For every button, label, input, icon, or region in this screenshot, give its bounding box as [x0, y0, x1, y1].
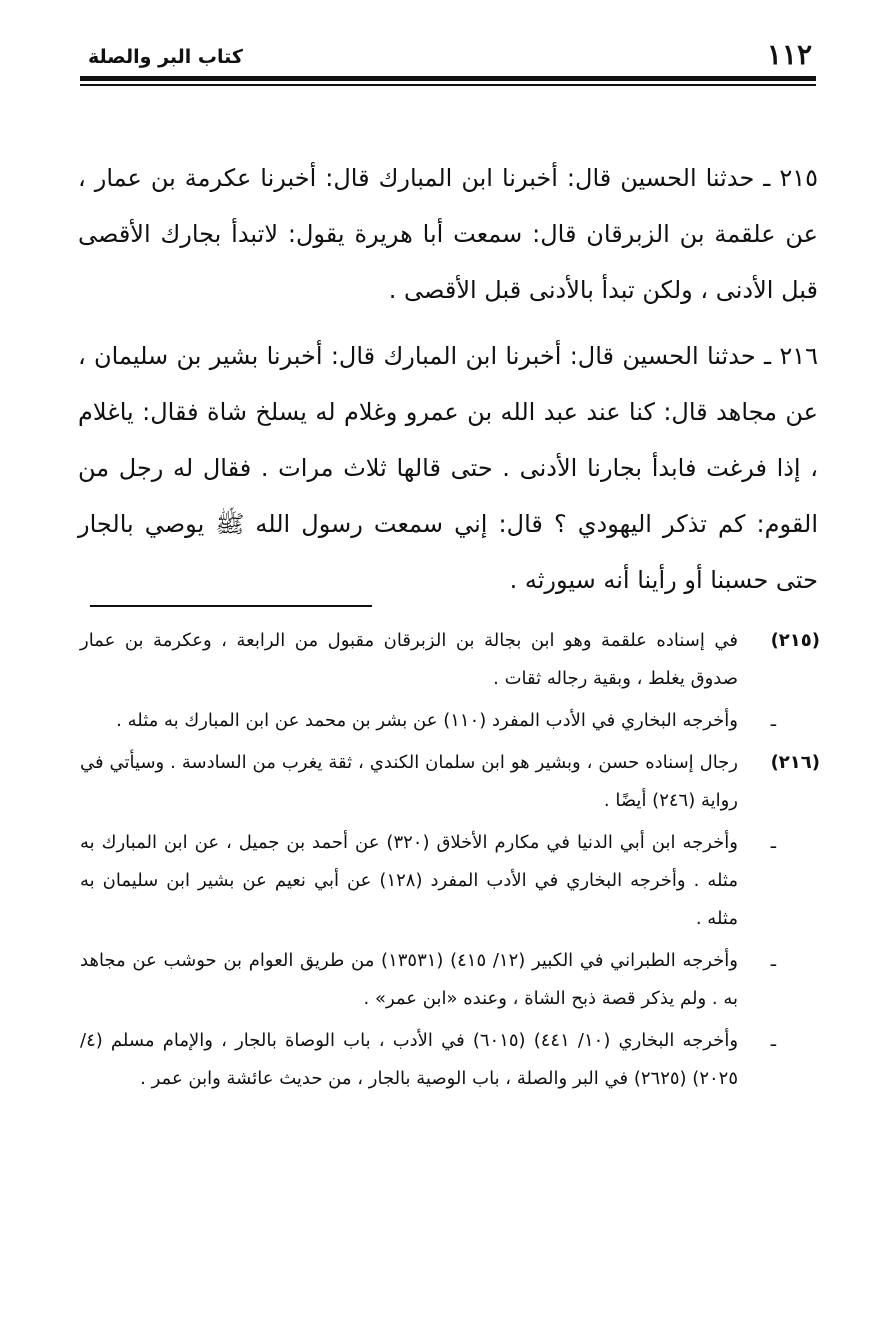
footnote-text: رجال إسناده حسن ، وبشير هو ابن سلمان الكندي ، ثقة يغرب من السادسة . وسيأتي في رواية (٢٤٦) أيضًا . [80, 752, 738, 811]
footnote-label: (٢١٥) [770, 630, 820, 651]
hadith-number: ٢١٦ ـ [763, 342, 818, 370]
footnote-dash: ـ [770, 710, 776, 731]
footnote-text: في إسناده علقمة وهو ابن بجالة بن الزبرقان مقبول من الرابعة ، وعكرمة بن عمار صدوق يغلط ، وبقية رجاله ثقات . [80, 630, 738, 689]
hadith-text: حدثنا الحسين قال: أخبرنا ابن المبارك قال: أخبرنا بشير بن سليمان ، عن مجاهد قال: كنا عند عبد الله بن عمرو وغلام له يسلخ شاة فقال: ياغلام ، إذا فرغت فابدأ بجارنا الأدنى . حتى قالها ثلاث مرات . فقال له رجل من القوم: كم تذكر اليهودي ؟ قال: إني سمعت رسول الله ﷺ يوصي بالجار حتى حسبنا أو رأينا أنه سيورثه . [78, 342, 818, 594]
page-header [80, 36, 816, 76]
footnote [80, 744, 820, 820]
footnote [80, 824, 820, 938]
footnote-dash: ـ [770, 1030, 776, 1051]
header-rule-thick [80, 76, 816, 81]
footnote [80, 942, 820, 1018]
footnote-separator [90, 605, 372, 607]
footnotes [80, 622, 820, 1102]
footnote-text: وأخرجه الطبراني في الكبير (١٢/ ٤١٥) (١٣٥٣١) من طريق العوام بن حوشب عن مجاهد به . ولم يذكر قصة ذبح الشاة ، وعنده «ابن عمر» . [80, 950, 738, 1009]
main-text [78, 150, 818, 618]
hadith-text: حدثنا الحسين قال: أخبرنا ابن المبارك قال: أخبرنا عكرمة بن عمار ، عن علقمة بن الزبرقان قال: سمعت أبا هريرة يقول: لاتبدأ بجارك الأقصى قبل الأدنى ، ولكن تبدأ بالأدنى قبل الأقصى . [78, 164, 818, 304]
hadith-number: ٢١٥ ـ [763, 164, 818, 192]
footnote-dash: ـ [770, 832, 776, 853]
hadith-paragraph [78, 150, 818, 318]
page-number: ١١٢ [766, 38, 812, 71]
footnote [80, 1022, 820, 1098]
footnote-text: وأخرجه البخاري (١٠/ ٤٤١) (٦٠١٥) في الأدب ، باب الوصاة بالجار ، والإمام مسلم (٤/ ٢٠٢٥) (٢٦٢٥) في البر والصلة ، باب الوصية بالجار ، من حديث عائشة وابن عمر . [80, 1030, 739, 1089]
footnote [80, 702, 820, 740]
footnote-dash: ـ [770, 950, 776, 971]
footnote-text: وأخرجه البخاري في الأدب المفرد (١١٠) عن بشر بن محمد عن ابن المبارك به مثله . [116, 710, 738, 731]
header-rule-thin [80, 84, 816, 86]
footnote-text: وأخرجه ابن أبي الدنيا في مكارم الأخلاق (٣٢٠) عن أحمد بن جميل ، عن ابن المبارك به مثله . وأخرجه البخاري في الأدب المفرد (١٢٨) عن أبي نعيم عن بشير ابن سليمان به مثله . [80, 832, 739, 929]
hadith-paragraph [78, 328, 818, 608]
footnote-label: (٢١٦) [770, 752, 820, 773]
running-title: كتاب البر والصلة [88, 46, 243, 68]
footnote [80, 622, 820, 698]
